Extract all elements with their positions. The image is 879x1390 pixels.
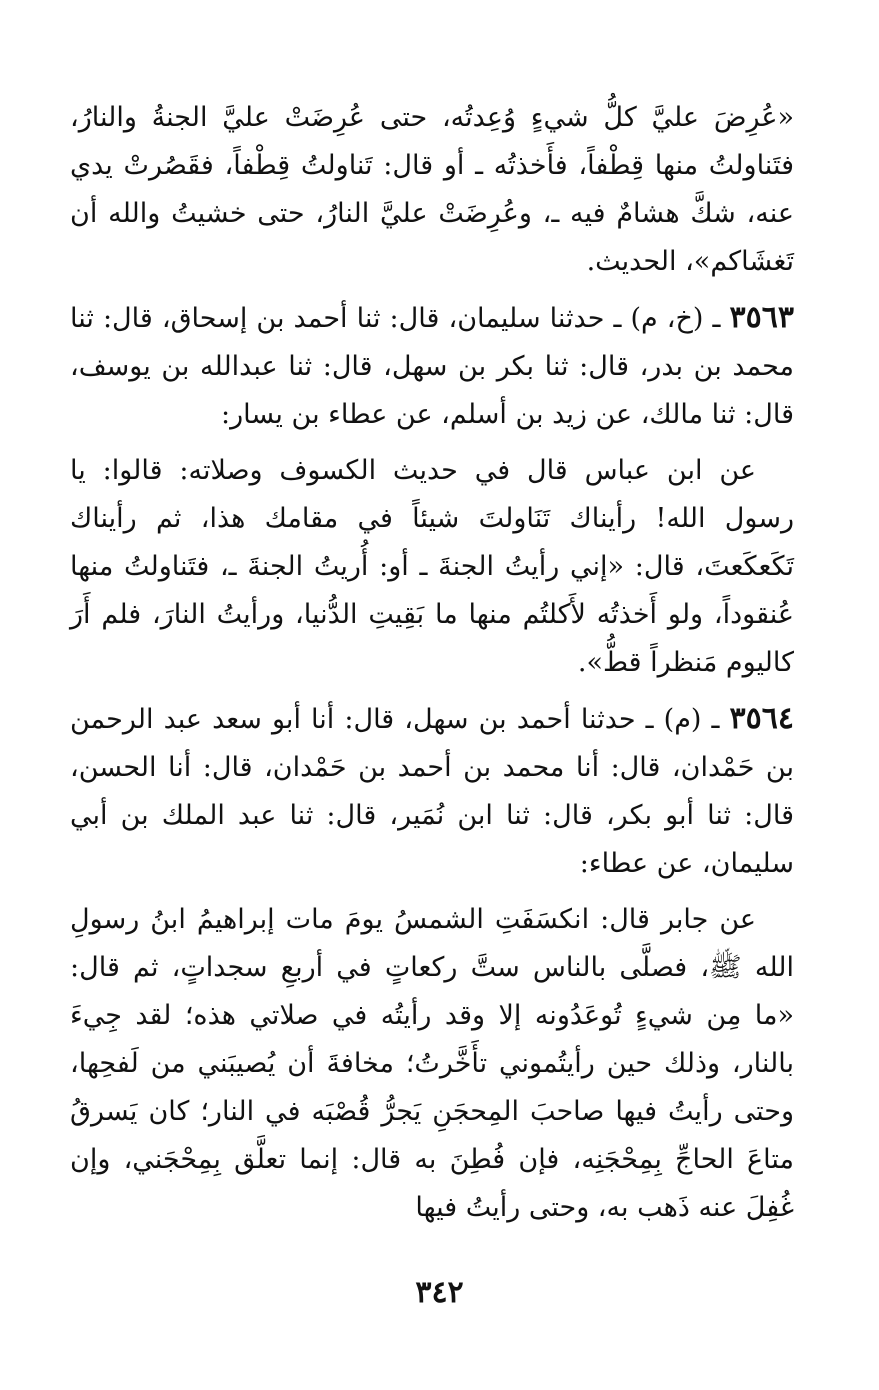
- paragraph-hadith-end: [70, 94, 794, 286]
- page-number: ٣٤٢: [415, 1275, 464, 1310]
- paragraph-hadith-3563-matn: [70, 447, 794, 687]
- paragraph-text: عن ابن عباس قال في حديث الكسوف وصلاته: قالوا: يا رسول الله! رأيناك تَنَاولتَ شيئاً في مقامك هذا، ثم رأيناك تَكَعكَعتَ، قال: «إني رأيتُ الجنةَ ـ أو: أُريتُ الجنةَ ـ، فتَناولتُ منها عُنقوداً، ولو أَخذتُه لأَكلتُم منها ما بَقِيتِ الدُّنيا، ورأيتُ النارَ، فلم أَرَ كاليوم مَنظراً قطُّ».: [70, 455, 794, 678]
- paragraph-text: عن جابر قال: انكسَفَتِ الشمسُ يومَ مات إبراهيمُ ابنُ رسولِ الله ﷺ، فصلَّى بالناس ستَّ ركعاتٍ في أربعِ سجداتٍ، ثم قال: «ما مِن شيءٍ تُوعَدُونه إلا وقد رأيتُه في صلاتي هذه؛ لقد جِيءَ بالنار، وذلك حين رأيتُموني تأَخَّرتُ؛ مخافةَ أن يُصيبَني من لَفحِها، وحتى رأيتُ فيها صاحبَ المِحجَنِ يَجرُّ قُصْبَه في النار؛ كان يَسرقُ متاعَ الحاجِّ بِمِحْجَنِه، فإن فُطِنَ به قال: إنما تعلَّق بِمِحْجَني، وإن غُفِلَ عنه ذَهب به، وحتى رأيتُ فيها: [70, 904, 794, 1223]
- page-body: [70, 94, 794, 1232]
- paragraph-text: ـ (م) ـ حدثنا أحمد بن سهل، قال: أنا أبو سعد عبد الرحمن بن حَمْدان، قال: أنا محمد بن أحمد بن حَمْدان، قال: أنا الحسن، قال: ثنا أبو بكر، قال: ثنا ابن نُمَير، قال: ثنا عبد الملك بن أبي سليمان، عن عطاء:: [70, 704, 794, 879]
- paragraph-text: ـ (خ، م) ـ حدثنا سليمان، قال: ثنا أحمد بن إسحاق، قال: ثنا محمد بن بدر، قال: ثنا بكر بن سهل، قال: ثنا عبدالله بن يوسف، قال: ثنا مالك، عن زيد بن أسلم، عن عطاء بن يسار:: [70, 303, 794, 430]
- paragraph-hadith-3564-isnad: [70, 695, 794, 888]
- hadith-number: ٣٥٦٤: [729, 701, 794, 736]
- paragraph-text: «عُرِضَ عليَّ كلُّ شيءٍ وُعِدتُه، حتى عُرِضَتْ عليَّ الجنةُ والنارُ، فتَناولتُ منها قِطْفاً، فأَخذتُه ـ أو قال: تَناولتُ قِطْفاً، فقَصُرتْ يدي عنه، شكَّ هشامٌ فيه ـ، وعُرِضَتْ عليَّ النارُ، حتى خشيتُ والله أن تَغشَاكم»، الحديث.: [70, 102, 794, 277]
- hadith-number: ٣٥٦٣: [729, 300, 794, 335]
- paragraph-hadith-3564-matn: [70, 896, 794, 1232]
- paragraph-hadith-3563-isnad: [70, 294, 794, 439]
